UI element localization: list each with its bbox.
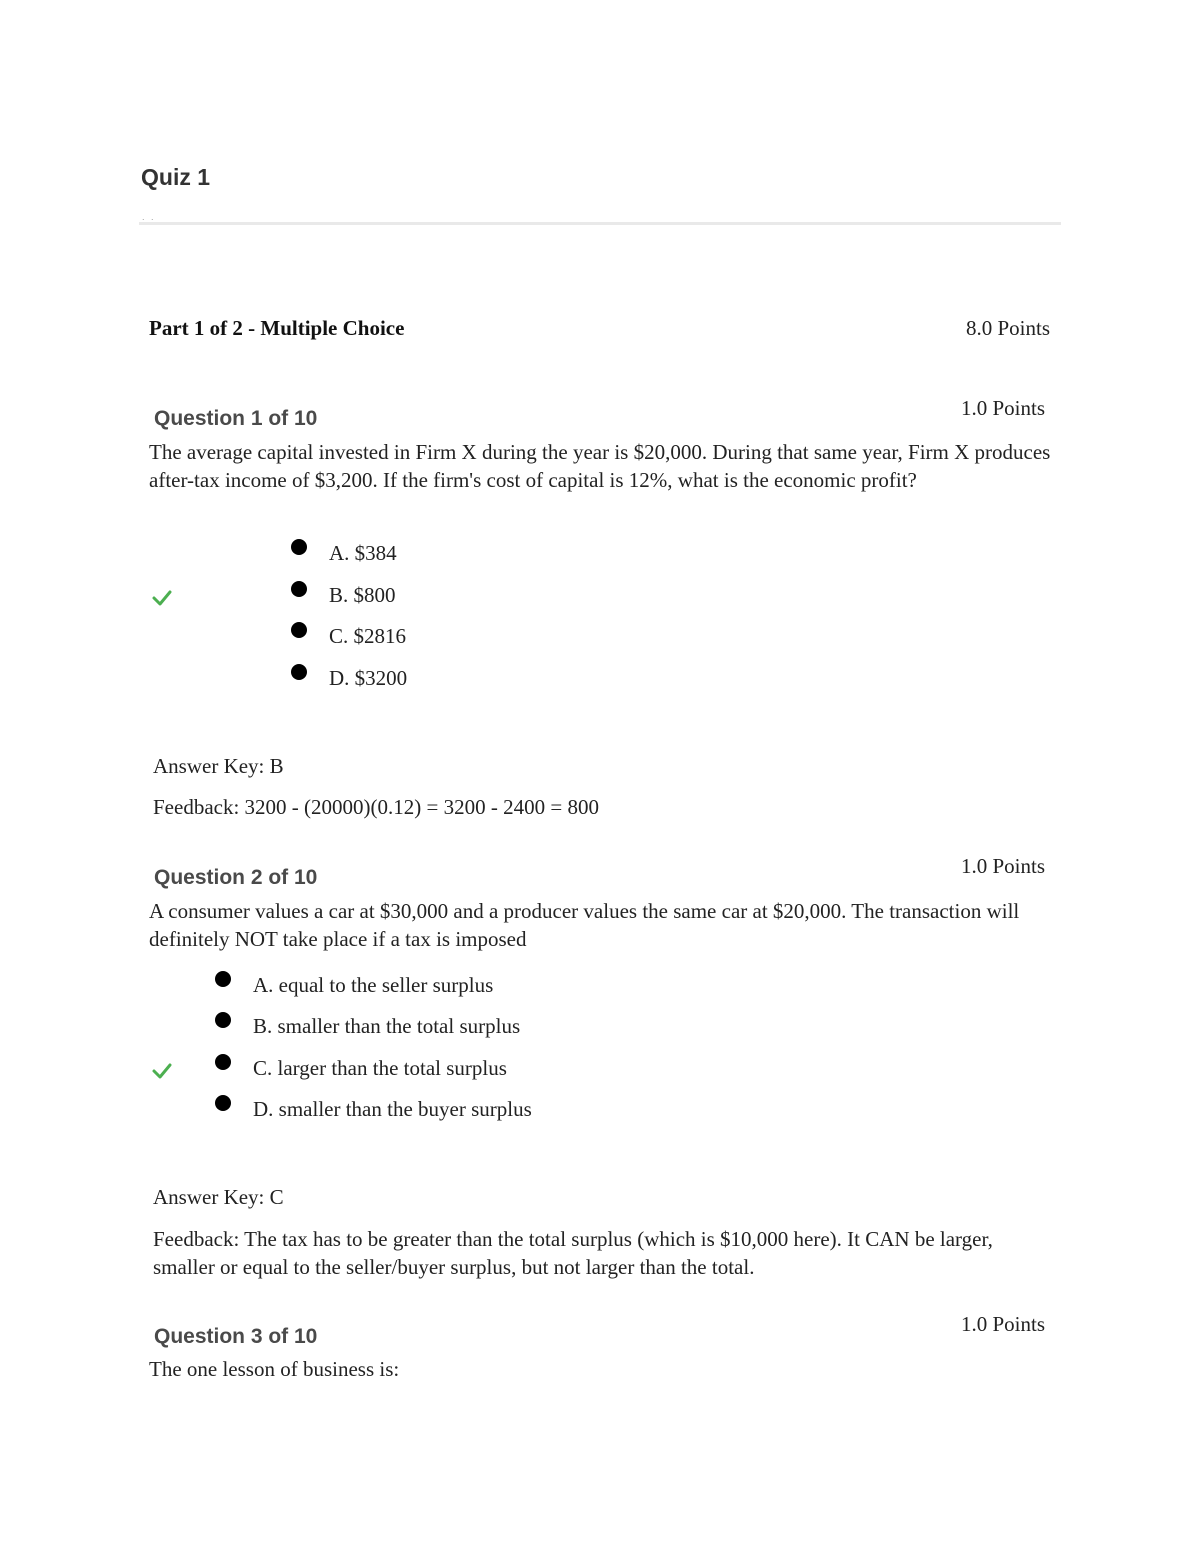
choice-label: D. $3200	[329, 666, 408, 690]
checkmark-icon	[151, 588, 173, 608]
part-header	[149, 316, 1050, 341]
choice-label: C. $2816	[329, 624, 407, 648]
choice-label: C. larger than the total surplus	[253, 1056, 507, 1080]
part-points: 8.0 Points	[965, 316, 1050, 340]
bullet-icon	[215, 1095, 231, 1111]
bullet-icon	[215, 1012, 231, 1028]
choice-label: A. $384	[329, 541, 397, 565]
choice-label: B. smaller than the total surplus	[253, 1014, 521, 1038]
question-1-answer-key: Answer Key: B	[153, 754, 284, 778]
checkmark-icon	[151, 1061, 173, 1081]
question-2-heading: Question 2 of 10	[154, 866, 318, 889]
question-1-points: 1.0 Points	[960, 396, 1045, 420]
question-1-heading: Question 1 of 10	[154, 407, 318, 430]
bullet-icon	[291, 664, 307, 680]
question-1-text: The average capital invested in Firm X during the year is $20,000. During that same year, Firm X produces after-tax income of $3,200. If the firm's cost of capital is 12%, what is the economic profit?	[149, 440, 1051, 492]
quiz-title: Quiz 1	[141, 164, 211, 190]
title-divider	[139, 222, 1061, 225]
question-3-text: The one lesson of business is:	[149, 1357, 400, 1381]
question-2-feedback: Feedback: The tax has to be greater than the total surplus (which is $10,000 here). It CAN be larger, smaller or equal to the seller/buyer surplus, but not larger than the total.	[153, 1227, 993, 1279]
choice-label: A. equal to the seller surplus	[253, 973, 494, 997]
bullet-icon	[291, 622, 307, 638]
bullet-icon	[291, 581, 307, 597]
question-1-feedback: Feedback: 3200 - (20000)(0.12) = 3200 - 2400 = 800	[153, 795, 599, 819]
choice-label: B. $800	[329, 583, 396, 607]
bullet-icon	[215, 1054, 231, 1070]
question-2-answer-key: Answer Key: C	[153, 1185, 284, 1209]
part-title: Part 1 of 2 - Multiple Choice	[149, 316, 405, 340]
question-2-text: A consumer values a car at $30,000 and a producer values the same car at $20,000. The transaction will definitely NOT take place if a tax is imposed	[149, 899, 1020, 951]
question-3-heading: Question 3 of 10	[154, 1325, 318, 1348]
question-2-points: 1.0 Points	[960, 854, 1045, 878]
bullet-icon	[291, 539, 307, 555]
question-3-points: 1.0 Points	[960, 1312, 1045, 1336]
choice-label: D. smaller than the buyer surplus	[253, 1097, 532, 1121]
bullet-icon	[215, 971, 231, 987]
title-dots: . .	[142, 212, 156, 222]
